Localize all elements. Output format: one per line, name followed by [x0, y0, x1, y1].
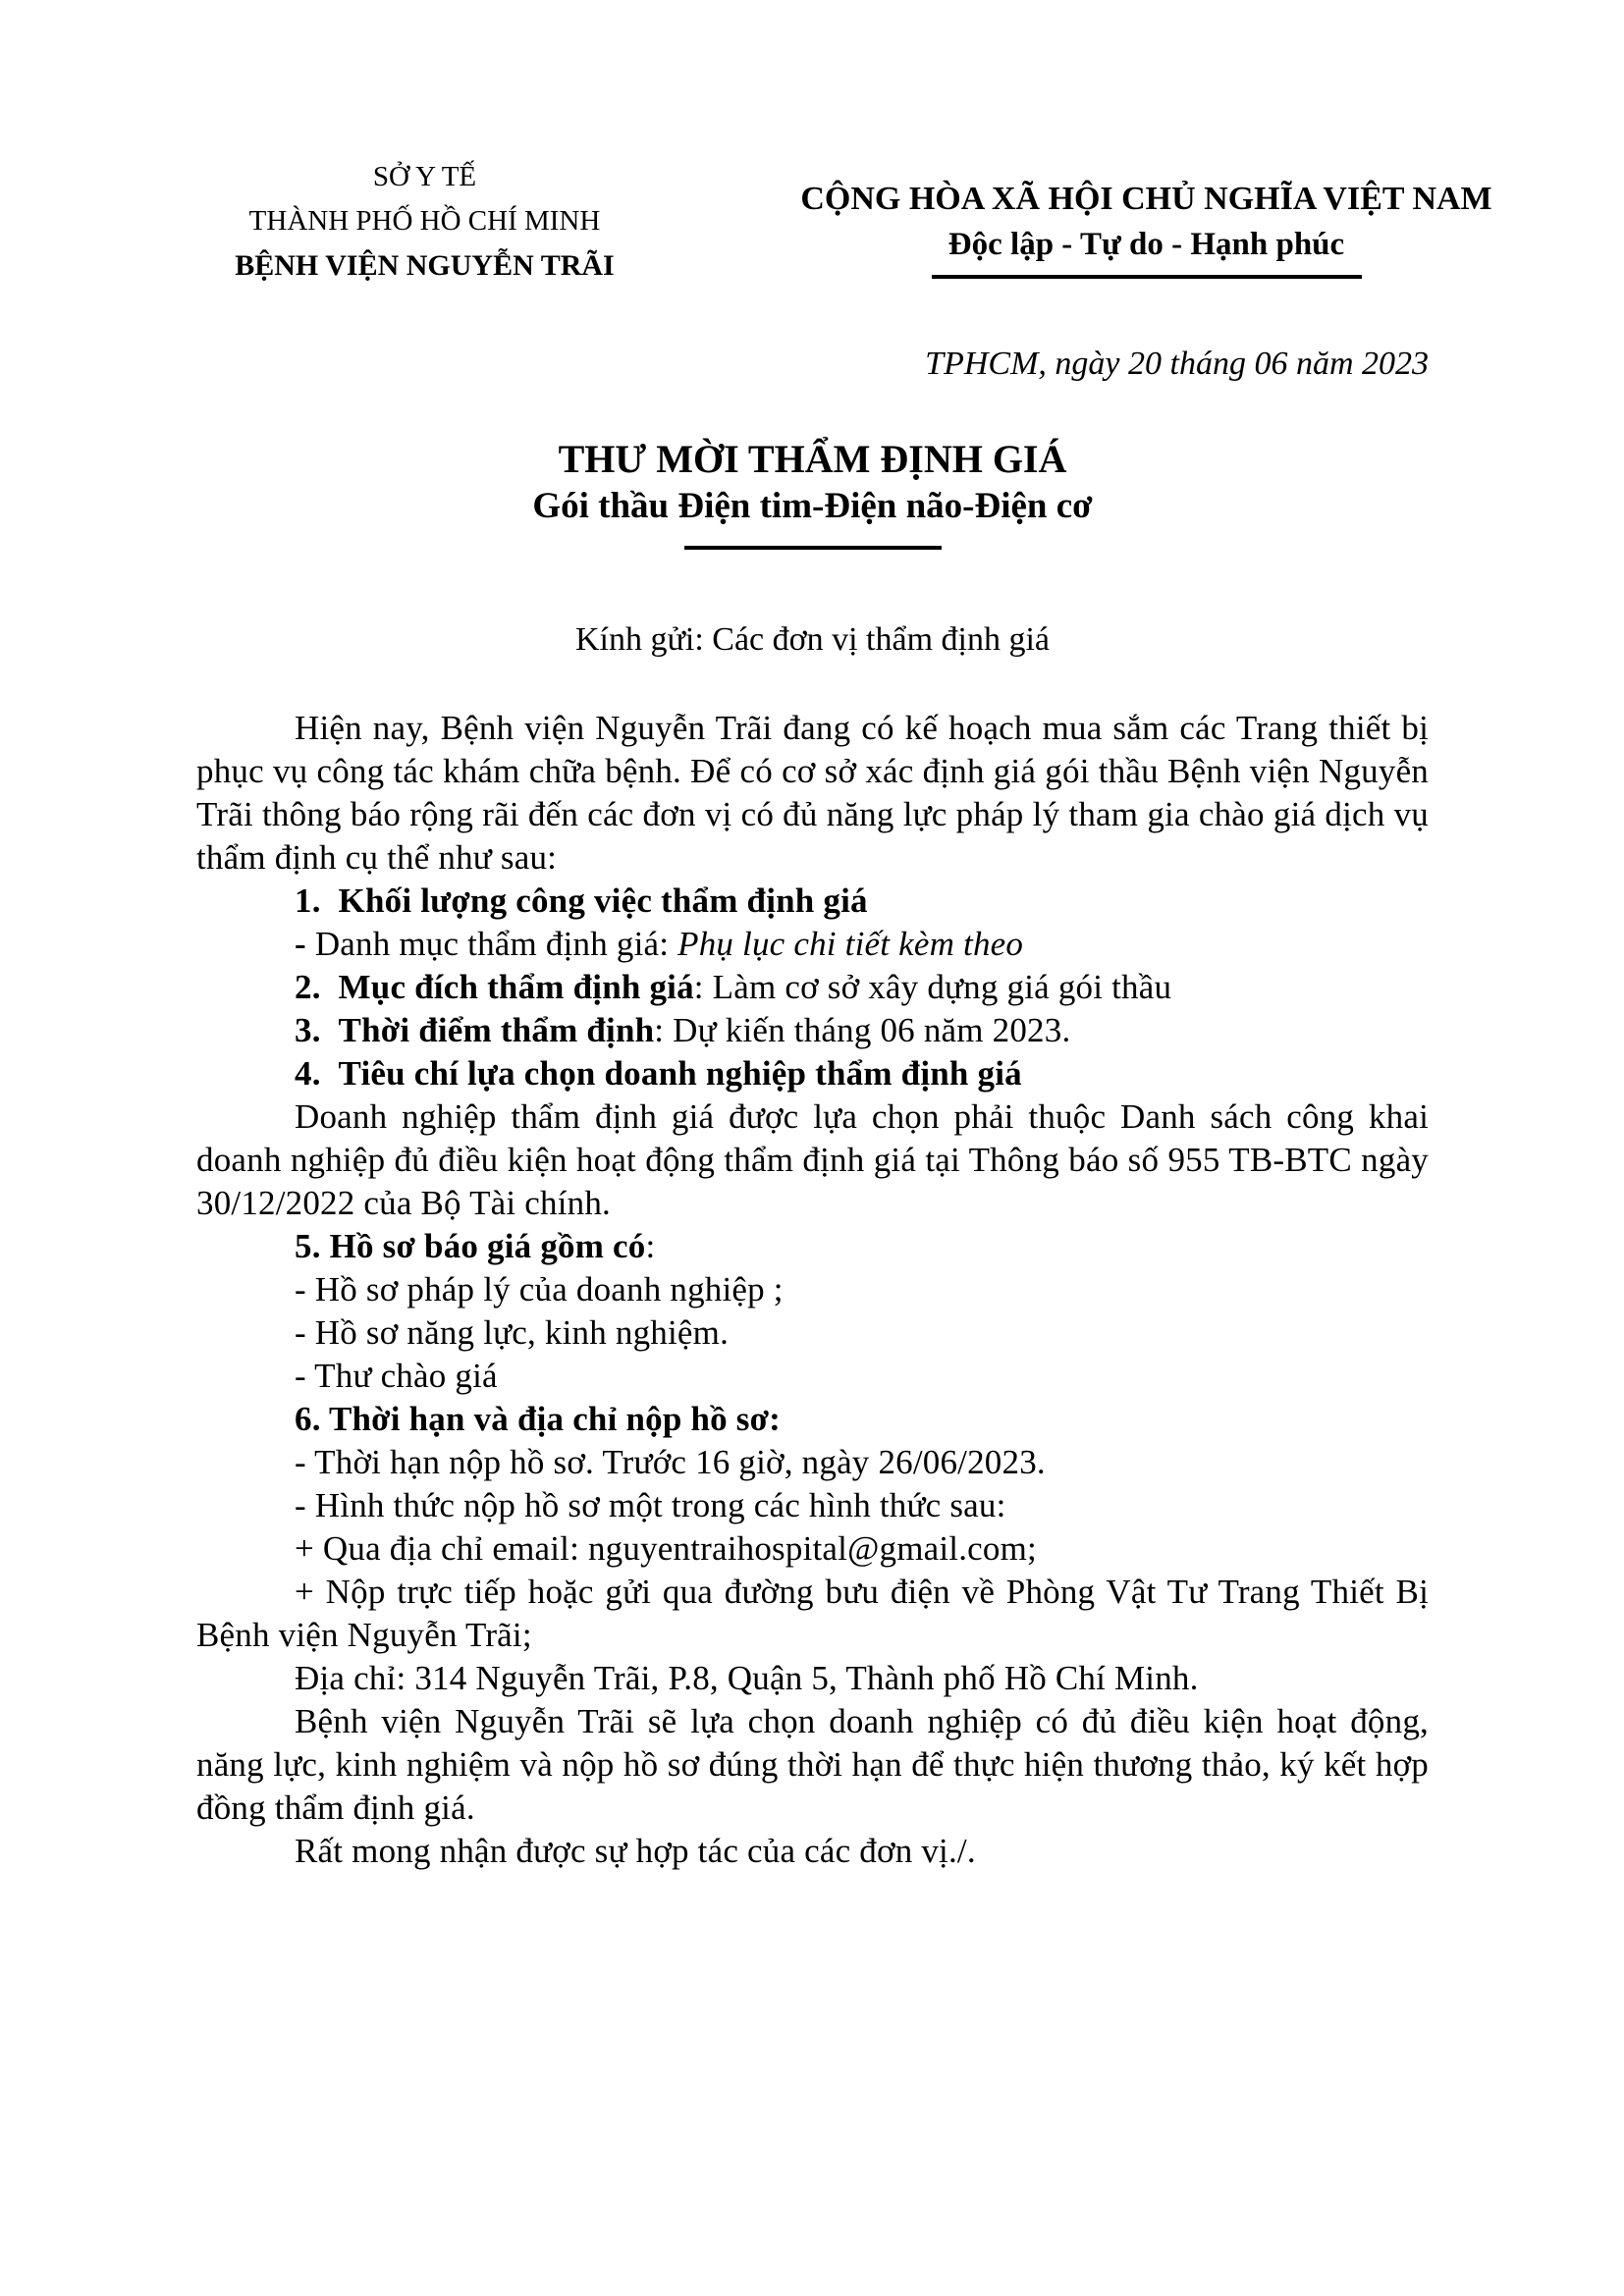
- section-6-heading: 6. Thời hạn và địa chỉ nộp hồ sơ:: [295, 1400, 782, 1438]
- national-title: CỘNG HÒA XÃ HỘI CHỦ NGHĨA VIỆT NAM: [800, 181, 1492, 217]
- issuing-org-block: [221, 155, 628, 288]
- title-block: [196, 436, 1429, 550]
- section-5-colon: :: [645, 1227, 656, 1265]
- section-5-heading: 5. Hồ sơ báo giá gồm có: [295, 1227, 646, 1265]
- org-parent-line-2: THÀNH PHỐ HỒ CHÍ MINH: [248, 205, 601, 237]
- section-2-line: [196, 966, 1429, 1009]
- national-motto: Độc lập - Tự do - Hạnh phúc: [947, 227, 1345, 262]
- section-2-text: : Làm cơ sở xây dựng giá gói thầu: [693, 968, 1172, 1006]
- org-parent-line-1: SỞ Y TẾ: [372, 161, 477, 192]
- section-3-line: [196, 1009, 1429, 1052]
- salutation: Kính gửi: Các đơn vị thẩm định giá: [574, 621, 1051, 658]
- section-1-item-label: Danh mục thẩm định giá:: [314, 925, 678, 963]
- section-3-text: : Dự kiến tháng 06 năm 2023.: [654, 1011, 1071, 1049]
- section-3-heading: 3. Thời điểm thẩm định: [295, 1011, 655, 1049]
- title-underline: [684, 546, 942, 550]
- date-line: TPHCM, ngày 20 tháng 06 năm 2023: [925, 346, 1429, 382]
- dash-marker: -: [295, 925, 315, 963]
- section-5-item-3: - Thư chào giá: [295, 1357, 498, 1395]
- section-5-item-1: - Hồ sơ pháp lý của doanh nghiệp ;: [295, 1270, 784, 1308]
- document-subtitle: Gói thầu Điện tim-Điện não-Điện cơ: [532, 486, 1093, 526]
- section-5-item-2: - Hồ sơ năng lực, kinh nghiệm.: [295, 1313, 730, 1352]
- closing-paragraph: Bệnh viện Nguyễn Trãi sẽ lựa chọn doanh nghiệp có đủ điều kiện hoạt động, năng lực, kinh nghiệm và nộp hồ sơ đúng thời hạn để thực hiện thương thảo, ký kết hợp đồng thẩm định giá.: [196, 1702, 1429, 1827]
- section-6-item-3: + Qua địa chỉ email: nguyentraihospital@gmail.com;: [295, 1529, 1037, 1568]
- section-6-item-2: - Hình thức nộp hồ sơ một trong các hình thức sau:: [295, 1486, 1006, 1524]
- document-header: [196, 155, 1492, 310]
- document-body: [196, 707, 1429, 1873]
- section-1-heading: 1. Khối lượng công việc thẩm định giá: [295, 881, 868, 920]
- motto-underline: [932, 275, 1362, 279]
- section-6-item-1: - Thời hạn nộp hồ sơ. Trước 16 giờ, ngày 26/06/2023.: [295, 1443, 1046, 1481]
- section-6-item-4: + Nộp trực tiếp hoặc gửi qua đường bưu điện về Phòng Vật Tư Trang Thiết Bị Bệnh viện Nguyễn Trãi;: [196, 1573, 1429, 1654]
- section-4-heading: 4. Tiêu chí lựa chọn doanh nghiệp thẩm định giá: [295, 1054, 1022, 1093]
- intro-paragraph: Hiện nay, Bệnh viện Nguyễn Trãi đang có kế hoạch mua sắm các Trang thiết bị phục vụ công tác khám chữa bệnh. Để có cơ sở xác định giá gói thầu Bệnh viện Nguyễn Trãi thông báo rộng rãi đến các đơn vị có đủ năng lực pháp lý tham gia chào giá dịch vụ thẩm định cụ thể như sau:: [196, 709, 1429, 877]
- section-4-paragraph: Doanh nghiệp thẩm định giá được lựa chọn phải thuộc Danh sách công khai doanh nghiệp đủ điều kiện hoạt động thẩm định giá tại Thông báo số 955 TB-BTC ngày 30/12/2022 của Bộ Tài chính.: [196, 1097, 1429, 1222]
- section-1-item-value: Phụ lục chi tiết kèm theo: [677, 925, 1024, 963]
- section-2-heading: 2. Mục đích thẩm định giá: [295, 968, 694, 1006]
- closing-sentence: Rất mong nhận được sự hợp tác của các đơn vị./.: [295, 1832, 976, 1870]
- national-header-block: [771, 177, 1522, 279]
- document-title: THƯ MỜI THẨM ĐỊNH GIÁ: [558, 437, 1067, 481]
- section-5-line: [196, 1225, 1429, 1268]
- address-line: Địa chỉ: 314 Nguyễn Trãi, P.8, Quận 5, Thành phố Hồ Chí Minh.: [295, 1659, 1199, 1697]
- section-1-item: [196, 923, 1429, 966]
- org-name: BỆNH VIỆN NGUYỄN TRÃI: [235, 249, 615, 282]
